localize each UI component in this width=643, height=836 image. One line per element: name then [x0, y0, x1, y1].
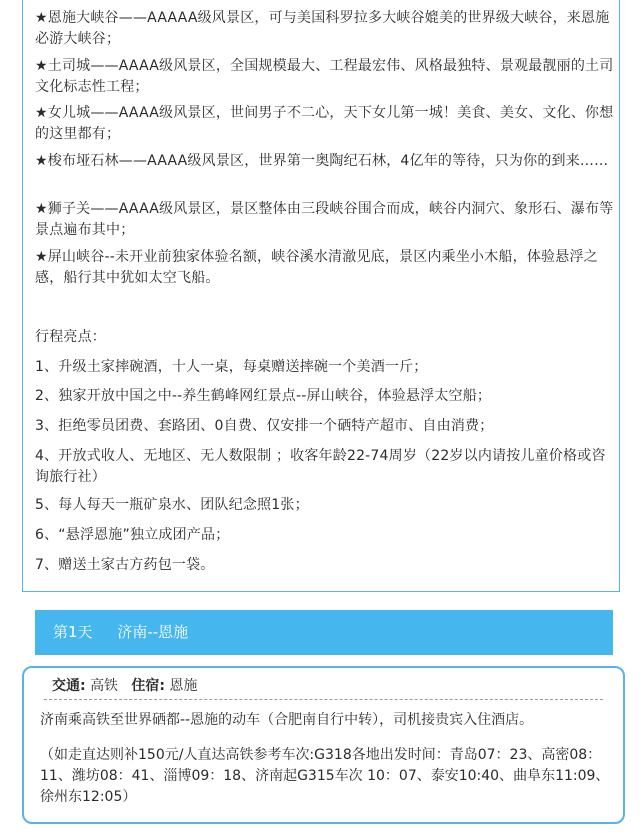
attraction-nuer-city: ★女儿城——AAAA级风景区，世间男子不二心，天下女儿第一城！美食、美女、文化、你想的这里都有； — [35, 105, 614, 142]
attraction-suobuya-stone-forest: ★梭布垭石林——AAAA级风景区，世界第一奥陶纪石林，4亿年的等待，只为你的到来…… — [35, 153, 609, 169]
lodging-value: 恩施 — [169, 678, 198, 694]
day-route: 济南--恩施 — [117, 623, 189, 641]
transport-value: 高铁 — [90, 678, 119, 694]
highlight-item: 6、“悬浮恩施”独立成团产品； — [35, 527, 230, 543]
day-number: 第1天 — [53, 623, 93, 641]
highlight-item: 1、升级土家摔碗酒，十人一桌，每桌赠送摔碗一个美酒一斤； — [35, 359, 428, 375]
day-description: 济南乘高铁至世界硒都--恩施的动车（合肥南自行中转），司机接贵宾入住酒店。 — [40, 712, 534, 728]
day-header-bar — [35, 610, 613, 655]
highlight-item: 7、赠送土家古方药包一袋。 — [35, 557, 215, 573]
day-detail-card — [22, 666, 625, 824]
highlight-item: 4、开放式收人、无地区、无人数限制 ；收客年龄22-74周岁（22岁以内请按儿童价格或咨询旅行社） — [35, 448, 606, 485]
dashed-divider — [44, 699, 603, 700]
day-info-line — [52, 676, 197, 696]
highlight-item: 2、独家开放中国之中--养生鹤峰网红景点--屏山峡谷，体验悬浮太空船； — [35, 388, 492, 404]
lodging-label: 住宿: — [131, 678, 166, 694]
attraction-pingshan-canyon: ★屏山峡谷--未开业前独家体验名额，峡谷溪水清澈见底，景区内乘坐小木船，体验悬浮之感，船行其中犹如太空飞船。 — [35, 249, 598, 286]
attraction-enshi-grand-canyon: ★恩施大峡谷——AAAAA级风景区，可与美国科罗拉多大峡谷媲美的世界级大峡谷，来恩施必游大峡谷； — [35, 10, 610, 47]
day-train-note: （如走直达则补150元/人直达高铁参考车次:G318各地出发时间：青岛07：23、高密08：11、潍坊08：41、淄博09：18、济南起G315车次 10：07、泰安10:40、曲阜东11:09、徐州东12:05） — [40, 747, 610, 805]
attraction-tusi-city: ★土司城——AAAA级风景区，全国规模最大、工程最宏伟、风格最独特、景观最靓丽的土司文化标志性工程； — [35, 58, 614, 95]
attraction-shiziguan: ★狮子关——AAAA级风景区，景区整体由三段峡谷围合而成，峡谷内洞穴、象形石、瀑布等景点遍布其中； — [35, 201, 614, 238]
highlight-item: 5、每人每天一瓶矿泉水、团队纪念照1张； — [35, 497, 309, 513]
transport-label: 交通: — [52, 678, 86, 694]
highlights-title: 行程亮点： — [35, 329, 106, 345]
highlight-item: 3、拒绝零员团费、套路团、0自费、仅安排一个硒特产超市、自由消费； — [35, 418, 494, 434]
